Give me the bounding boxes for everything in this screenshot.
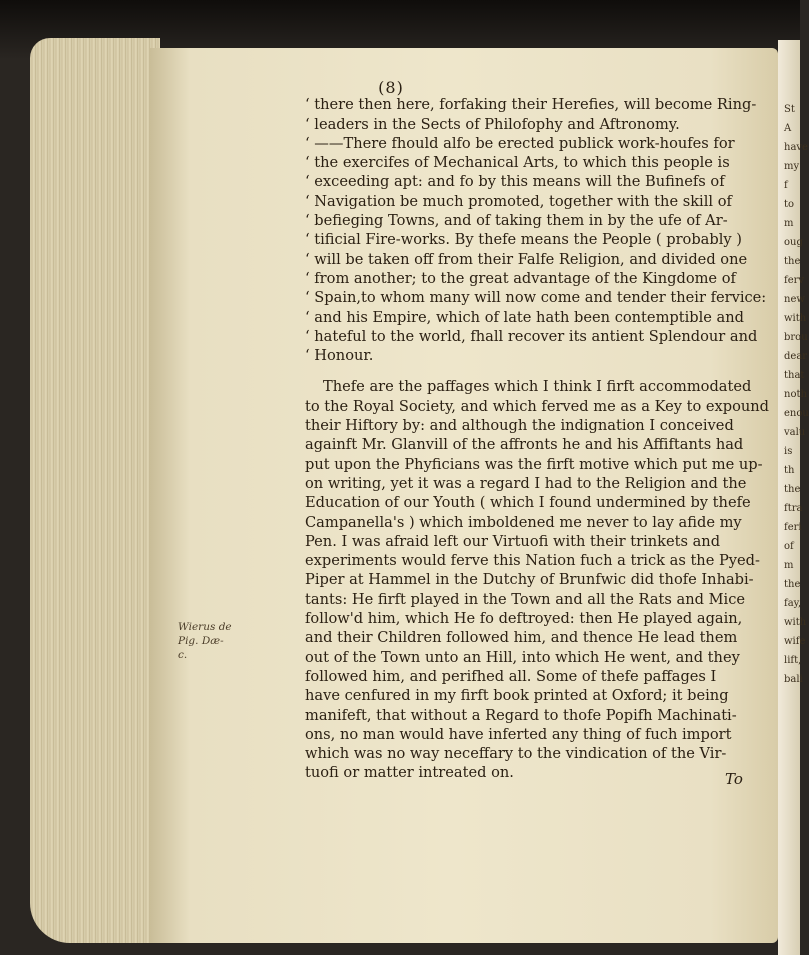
text-line: ‘ leaders in the Sects of Philofophy and Aftronomy. — [305, 115, 680, 133]
fragment-line: ftra — [784, 503, 803, 514]
fragment-line: A — [784, 123, 792, 134]
margin-note — [178, 620, 248, 662]
text-line: ‘ exceeding apt: and fo by this means will the Bufinefs of — [305, 173, 725, 191]
paragraph-main — [305, 377, 773, 782]
fragment-line: lift, — [784, 655, 802, 666]
text-line: their Hiftory by: and although the indignation I conceived — [305, 417, 734, 435]
fragment-line: ferv — [784, 275, 805, 286]
text-line: ‘ hateful to the world, fhall recover its antient Splendour and — [305, 327, 758, 345]
text-line: Thefe are the paffages which I think I firft accommodated — [323, 378, 752, 396]
fragment-line: the — [784, 579, 801, 590]
fragment-line: with — [784, 617, 807, 628]
text-line: ‘ from another; to the great advantage of the Kingdome of — [305, 269, 736, 287]
text-line: experiments would ferve this Nation fuch a trick as the Pyed- — [305, 552, 760, 570]
next-page-fragments — [778, 40, 809, 689]
text-line: ons, no man would have inferted any thing of fuch import — [305, 725, 732, 743]
fragment-line: to m — [784, 199, 795, 229]
text-line: ‘ Honour. — [305, 347, 374, 365]
page-number: (8) — [378, 78, 404, 97]
text-line: on writing, yet it was a regard I had to the Religion and the — [305, 474, 747, 492]
text-line: tants: He firft played in the Town and all the Rats and Mice — [305, 590, 746, 608]
paragraph-quoted — [305, 95, 773, 365]
text-line: ‘ befieging Towns, and of taking them in by the ufe of Ar- — [305, 212, 728, 230]
text-line: ‘ there then here, forfaking their Herefies, will become Ring- — [305, 96, 757, 114]
text-line: follow'd him, which He fo deftroyed: then He played again, — [305, 610, 743, 628]
main-text — [305, 78, 773, 783]
fragment-line: dear — [784, 351, 808, 362]
text-line: ‘ Spain,to whom many will now come and tender their fervice: — [305, 289, 767, 307]
text-line: to the Royal Society, and which ferved me as a Key to expound — [305, 397, 770, 415]
text-line: ‘ the exercifes of Mechanical Arts, to which this people is — [305, 154, 730, 172]
fragment-line: wife — [784, 636, 806, 647]
text-line: put upon the Phyficians was the firft motive which put me up- — [305, 455, 763, 473]
margin-note-line: Wierus de — [178, 621, 232, 633]
text-line: ‘ will be taken off from their Falfe Religion, and divided one — [305, 250, 748, 268]
text-line: tuofi or matter intreated on. — [305, 764, 514, 782]
fragment-line: the — [784, 484, 801, 495]
text-line: out of the Town unto an Hill, into which He went, and they — [305, 648, 740, 666]
fragment-line: have — [784, 142, 808, 153]
catchword: To — [725, 770, 743, 788]
text-line: and their Children followed him, and thence He lead them — [305, 629, 738, 647]
text-line: manifeft, that without a Regard to thofe Popifh Machinati- — [305, 706, 737, 724]
fragment-line: my f — [784, 161, 800, 191]
fragment-line: valu — [784, 427, 806, 438]
fragment-line: enou — [784, 408, 809, 419]
fragment-line: fay, — [784, 598, 802, 609]
fragment-line: St — [784, 104, 795, 115]
next-page-edge — [778, 40, 809, 955]
fragment-line: noth — [784, 389, 807, 400]
fragment-line: feri — [784, 522, 802, 533]
text-line: ‘ and his Empire, which of late hath been contemptible and — [305, 308, 745, 326]
fragment-line: of m — [784, 541, 794, 571]
text-line: ‘ tificial Fire-works. By thefe means the People ( probably ) — [305, 231, 742, 249]
fragment-line: the — [784, 256, 801, 267]
text-line: Piper at Hammel in the Dutchy of Brunfwic did thofe Inhabi- — [305, 571, 754, 589]
fragment-line: oug — [784, 237, 803, 248]
text-line: have cenfured in my firft book printed at Oxford; it being — [305, 687, 729, 705]
text-line: Campanella's ) which imboldened me never to lay afide my — [305, 513, 742, 531]
text-line: followed him, and perifhed all. Some of thefe paffages I — [305, 667, 717, 685]
fragment-line: with — [784, 313, 807, 324]
fragment-line: brou — [784, 332, 808, 343]
text-line: Education of our Youth ( which I found undermined by thefe — [305, 494, 751, 512]
fragment-line: is th — [784, 446, 795, 476]
fragment-line: that — [784, 370, 805, 381]
text-line: which was no way neceffary to the vindication of the Vir- — [305, 745, 727, 763]
margin-note-line: Pig. Dæ- — [178, 635, 224, 647]
fragment-line: bali — [784, 674, 803, 685]
text-line: Pen. I was afraid left our Virtuofi with their trinkets and — [305, 532, 721, 550]
text-line: againft Mr. Glanvill of the affronts he and his Affiftants had — [305, 436, 744, 454]
margin-note-line: c. — [178, 649, 188, 661]
fragment-line: new — [784, 294, 805, 305]
page-edges — [30, 38, 160, 943]
text-line: ‘ ——There fhould alfo be erected publick work-houfes for — [305, 134, 735, 152]
text-line: ‘ Navigation be much promoted, together with the skill of — [305, 192, 732, 210]
